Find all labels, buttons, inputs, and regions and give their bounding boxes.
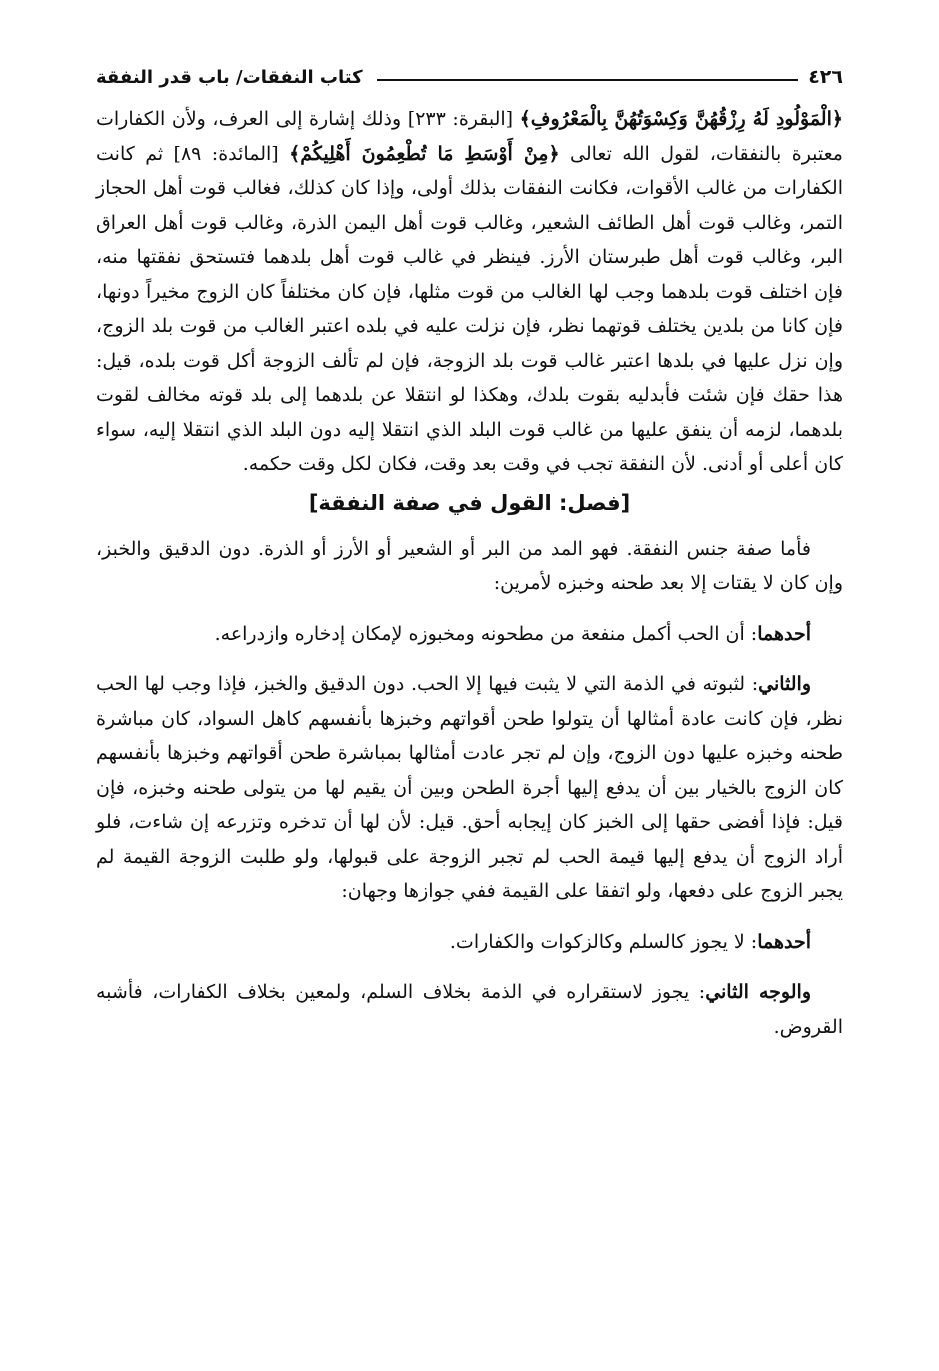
paragraph-1 (96, 102, 843, 482)
paragraph-6 (96, 975, 843, 1044)
page-number: ٤٢٦ (808, 66, 843, 88)
paragraph-6-lead: والوجه الثاني (705, 981, 811, 1003)
header-rule (377, 79, 799, 81)
paragraph-5-text: : لا يجوز كالسلم وكالزكوات والكفارات. (449, 930, 758, 953)
book-page (96, 60, 843, 1331)
paragraph-5-lead: أحدهما (757, 930, 811, 953)
paragraph-1-text-b: [المائدة: ٨٩] ثم كانت الكفارات من غالب الأقوات، فكانت النفقات بذلك أولى، وإذا كان كذلك، فغالب قوت أهل الحجاز التمر، وغالب قوت أهل الطائف الشعير، وغالب قوت أهل اليمن الذرة، وغالب قوت أهل العراق البر، وغالب قوت أهل طبرستان الأرز. فينظر في غالب قوت أهل بلدهما فتستحق نفقتها منه، فإن اختلف قوت بلدهما وجب لها الغالب من قوت مثلها، فإن كان مختلفاً كان الزوج مخيراً دونها، فإن كانا من بلدين يختلف قوتهما نظر، فإن نزلت عليه في بلده اعتبر الغالب من قوت بلد الزوج، وإن نزل عليها في بلدها اعتبر غالب قوت بلد الزوجة، فإن لم تألف الزوجة أكل قوت بلده، قيل: هذا حقك فإن شئت فأبدليه بقوت بلدك، وهكذا لو انتقلا عن بلدهما إلى بلد قوته مخالف لقوت بلدهما، لزمه أن ينفق عليها من غالب قوت البلد الذي انتقلا إليه دون البلد الذي انتقلا إليه، سواء كان أعلى أو أدنى. لأن النفقة تجب في وقت بعد وقت، فكان لكل وقت حكمه. (96, 142, 843, 475)
quran-quote-maidah: ﴿مِنْ أَوْسَطِ مَا تُطْعِمُونَ أَهْلِيكُمْ﴾ (289, 142, 560, 165)
paragraph-3-lead: أحدهما (757, 622, 811, 645)
paragraph-2: فأما صفة جنس النفقة. فهو المد من البر أو الشعير أو الأرز أو الذرة. دون الدقيق والخبز، وإن كان لا يقتات إلا بعد طحنه وخبزه لأمرين: (96, 537, 843, 594)
section-heading: [فصل: القول في صفة النفقة] (308, 490, 631, 515)
paragraph-4 (96, 667, 843, 909)
paragraph-6-text: : يجوز لاستقراره في الذمة بخلاف السلم، ولمعين بخلاف الكفارات، فأشبه القروض. (96, 981, 843, 1038)
quran-quote-baqarah: ﴿الْمَوْلُودِ لَهُ رِزْقُهُنَّ وَكِسْوَتُهُنَّ بِالْمَعْرُوفِ﴾ (519, 108, 844, 130)
paragraph-3 (96, 617, 843, 652)
paragraph-5 (96, 925, 843, 960)
paragraph-3-text: : أن الحب أكمل منفعة من مطحونه ومخبوزه لإمكان إدخاره وازدراعه. (214, 622, 758, 645)
running-header (96, 60, 843, 94)
running-title: كتاب النفقات/ باب قدر النفقة (96, 66, 363, 88)
paragraph-1-text-a: [البقرة: ٢٣٣] وذلك إشارة إلى العرف، ولأن الكفارات معتبرة بالنفقات، لقول الله تعالى (96, 108, 843, 165)
paragraph-4-lead: والثاني (758, 673, 811, 695)
paragraph-4-text: : لثبوته في الذمة التي لا يثبت فيها إلا الحب. دون الدقيق والخبز، فإذا وجب لها الحب نظر، فإن كانت عادة أمثالها أن يتولوا طحن أقواتهم وخبزها بأنفسهم كاهل السواد، كان مباشرة طحنه وخبزه عليها دون الزوج، وإن لم تجر عادت أمثالها بمباشرة طحن أقواتهم وخبزها بأنفسهم كان الزوج بالخيار بين أن يدفع إليها أجرة الطحن وبين أن يقيم لها من يتولى طحنه وخبزه، فإن قيل: فإذا أفضى حقها إلى الخبز كان إيجابه أحق. قيل: لأن لها أن تدخره وتزرعه إن شاءت، فلو أراد الزوج أن يدفع إليها قيمة الحب لم تجبر الزوجة على قبولها، ولو طلبت الزوجة القيمة لم يجبر الزوج على دفعها، ولو اتفقا على القيمة ففي جوازها وجهان: (96, 673, 843, 902)
